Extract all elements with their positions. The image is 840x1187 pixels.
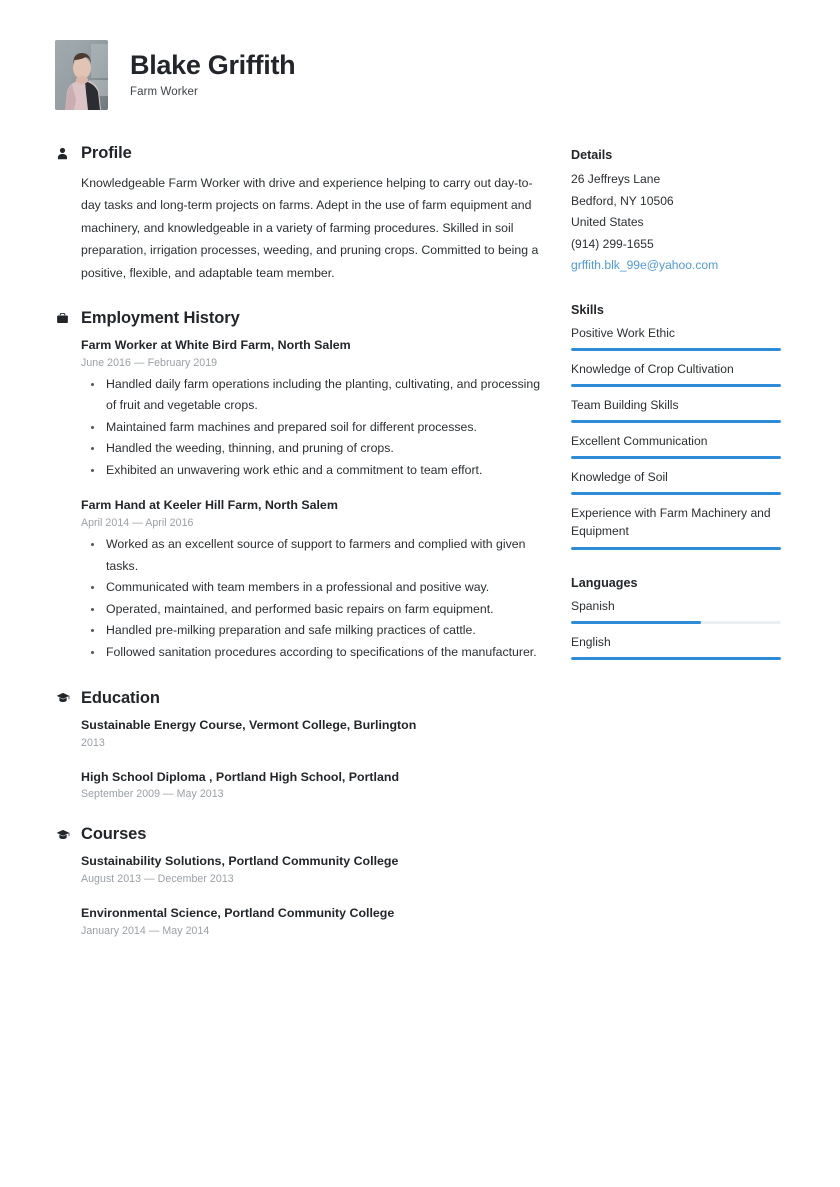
employment-entry bbox=[81, 497, 547, 663]
section-courses bbox=[55, 825, 547, 937]
language-track bbox=[571, 657, 781, 660]
details-heading: Details bbox=[571, 148, 613, 162]
entry-title: Sustainability Solutions, Portland Community College bbox=[81, 854, 399, 869]
bullet-item: Followed sanitation procedures according to specifications of the manufacturer. bbox=[81, 642, 547, 664]
skill-item bbox=[571, 360, 781, 387]
job-title: Farm Worker bbox=[130, 86, 198, 99]
language-item bbox=[571, 633, 781, 660]
entry-date: 2013 bbox=[81, 736, 105, 749]
portrait-photo-icon bbox=[55, 40, 108, 110]
skills-block bbox=[571, 303, 781, 550]
detail-country: United States bbox=[571, 215, 644, 230]
language-label: Spanish bbox=[571, 598, 615, 613]
skill-fill bbox=[571, 384, 781, 387]
skill-track bbox=[571, 348, 781, 351]
language-track bbox=[571, 621, 781, 624]
detail-phone: (914) 299-1655 bbox=[571, 236, 654, 251]
main-column bbox=[55, 144, 547, 937]
skill-fill bbox=[571, 420, 781, 423]
section-profile bbox=[55, 144, 547, 284]
entry-title: Farm Worker at White Bird Farm, North Salem bbox=[81, 337, 351, 352]
skill-label: Knowledge of Crop Cultivation bbox=[571, 361, 734, 376]
entry-bullets bbox=[81, 534, 547, 663]
employment-entry bbox=[81, 337, 547, 482]
languages-heading: Languages bbox=[571, 575, 638, 590]
entry-date: June 2016 — February 2019 bbox=[81, 356, 218, 369]
skill-track bbox=[571, 456, 781, 459]
skill-label: Positive Work Ethic bbox=[571, 325, 675, 340]
person-icon bbox=[55, 146, 70, 161]
entry-date: April 2014 — April 2016 bbox=[81, 517, 194, 530]
section-title: Education bbox=[81, 688, 160, 707]
entry-date: August 2013 — December 2013 bbox=[81, 873, 234, 886]
entry-date: January 2014 — May 2014 bbox=[81, 925, 210, 938]
section-title: Profile bbox=[81, 144, 132, 162]
detail-street: 26 Jeffreys Lane bbox=[571, 172, 661, 186]
page-title: Blake Griffith bbox=[130, 49, 296, 80]
skill-item bbox=[571, 432, 781, 459]
education-entry bbox=[81, 769, 547, 801]
entry-title: Sustainable Energy Course, Vermont College, Burlington bbox=[81, 717, 417, 732]
entry-title: Farm Hand at Keeler Hill Farm, North Salem bbox=[81, 498, 338, 513]
profile-text: Knowledgeable Farm Worker with drive and experience helping to carry out day-to-day tasks and long-term projects on farms. Adept in the use of farm equipment and machinery, and knowledgeable in a variety of farming procedures. Skilled in soil preparation, irrigation processes, weeding, and pruning crops. Committed to being a positive, flexible, and adaptable team member. bbox=[81, 176, 539, 280]
graduation-cap-icon bbox=[55, 691, 70, 706]
graduation-cap-icon bbox=[55, 827, 70, 842]
entry-bullets bbox=[81, 374, 547, 482]
resume-header bbox=[55, 40, 788, 110]
name-block bbox=[130, 50, 295, 100]
bullet-item: Handled the weeding, thinning, and pruning of crops. bbox=[81, 438, 547, 460]
bullet-item: Communicated with team members in a professional and positive way. bbox=[81, 577, 547, 599]
skill-track bbox=[571, 420, 781, 423]
skill-fill bbox=[571, 547, 781, 550]
section-title: Courses bbox=[81, 825, 147, 844]
skill-track bbox=[571, 492, 781, 495]
education-entries bbox=[55, 717, 547, 801]
language-fill bbox=[571, 657, 781, 660]
skill-item bbox=[571, 396, 781, 423]
language-fill bbox=[571, 621, 701, 624]
section-heading-profile bbox=[55, 144, 547, 163]
detail-city: Bedford, NY 10506 bbox=[571, 193, 674, 208]
bullet-item: Worked as an excellent source of support to farmers and complied with given tasks. bbox=[81, 534, 547, 577]
skill-label: Excellent Communication bbox=[571, 434, 708, 448]
bullet-item: Handled pre-milking preparation and safe milking practices of cattle. bbox=[81, 620, 547, 642]
details-block bbox=[571, 148, 781, 277]
section-title: Employment History bbox=[81, 308, 240, 327]
skill-fill bbox=[571, 348, 781, 351]
skill-track bbox=[571, 547, 781, 550]
skill-label: Experience with Farm Machinery and Equipment bbox=[571, 506, 771, 539]
course-entry bbox=[81, 905, 547, 937]
course-entry bbox=[81, 853, 547, 885]
avatar bbox=[55, 40, 108, 110]
bullet-item: Operated, maintained, and performed basic repairs on farm equipment. bbox=[81, 599, 547, 621]
languages-block bbox=[571, 576, 781, 660]
bullet-item: Handled daily farm operations including the planting, cultivating, and processing of fruit and vegetable crops. bbox=[81, 374, 547, 417]
entry-title: High School Diploma , Portland High School, Portland bbox=[81, 769, 400, 784]
employment-entries bbox=[55, 337, 547, 664]
skill-item bbox=[571, 324, 781, 351]
skill-fill bbox=[571, 456, 781, 459]
courses-entries bbox=[55, 853, 547, 937]
skill-item bbox=[571, 504, 781, 549]
entry-title: Environmental Science, Portland Community College bbox=[81, 906, 395, 921]
language-item bbox=[571, 597, 781, 624]
sidebar-column bbox=[571, 144, 781, 660]
bullet-item: Maintained farm machines and prepared soil for different processes. bbox=[81, 417, 547, 439]
body-columns bbox=[55, 144, 788, 937]
briefcase-icon bbox=[55, 311, 70, 326]
detail-email-link[interactable]: grffith.blk_99e@yahoo.com bbox=[571, 258, 719, 273]
language-label: English bbox=[571, 634, 611, 649]
bullet-item: Exhibited an unwavering work ethic and a commitment to team effort. bbox=[81, 460, 547, 482]
section-education bbox=[55, 689, 547, 801]
section-employment-history bbox=[55, 309, 547, 664]
section-heading-courses bbox=[55, 825, 547, 844]
entry-date: September 2009 — May 2013 bbox=[81, 788, 224, 801]
skill-label: Team Building Skills bbox=[571, 397, 679, 412]
skill-track bbox=[571, 384, 781, 387]
section-heading-education bbox=[55, 689, 547, 708]
skill-item bbox=[571, 468, 781, 495]
section-heading-employment bbox=[55, 309, 547, 328]
skill-label: Knowledge of Soil bbox=[571, 470, 668, 485]
education-entry bbox=[81, 717, 547, 749]
skill-fill bbox=[571, 492, 781, 495]
skills-heading: Skills bbox=[571, 302, 604, 317]
